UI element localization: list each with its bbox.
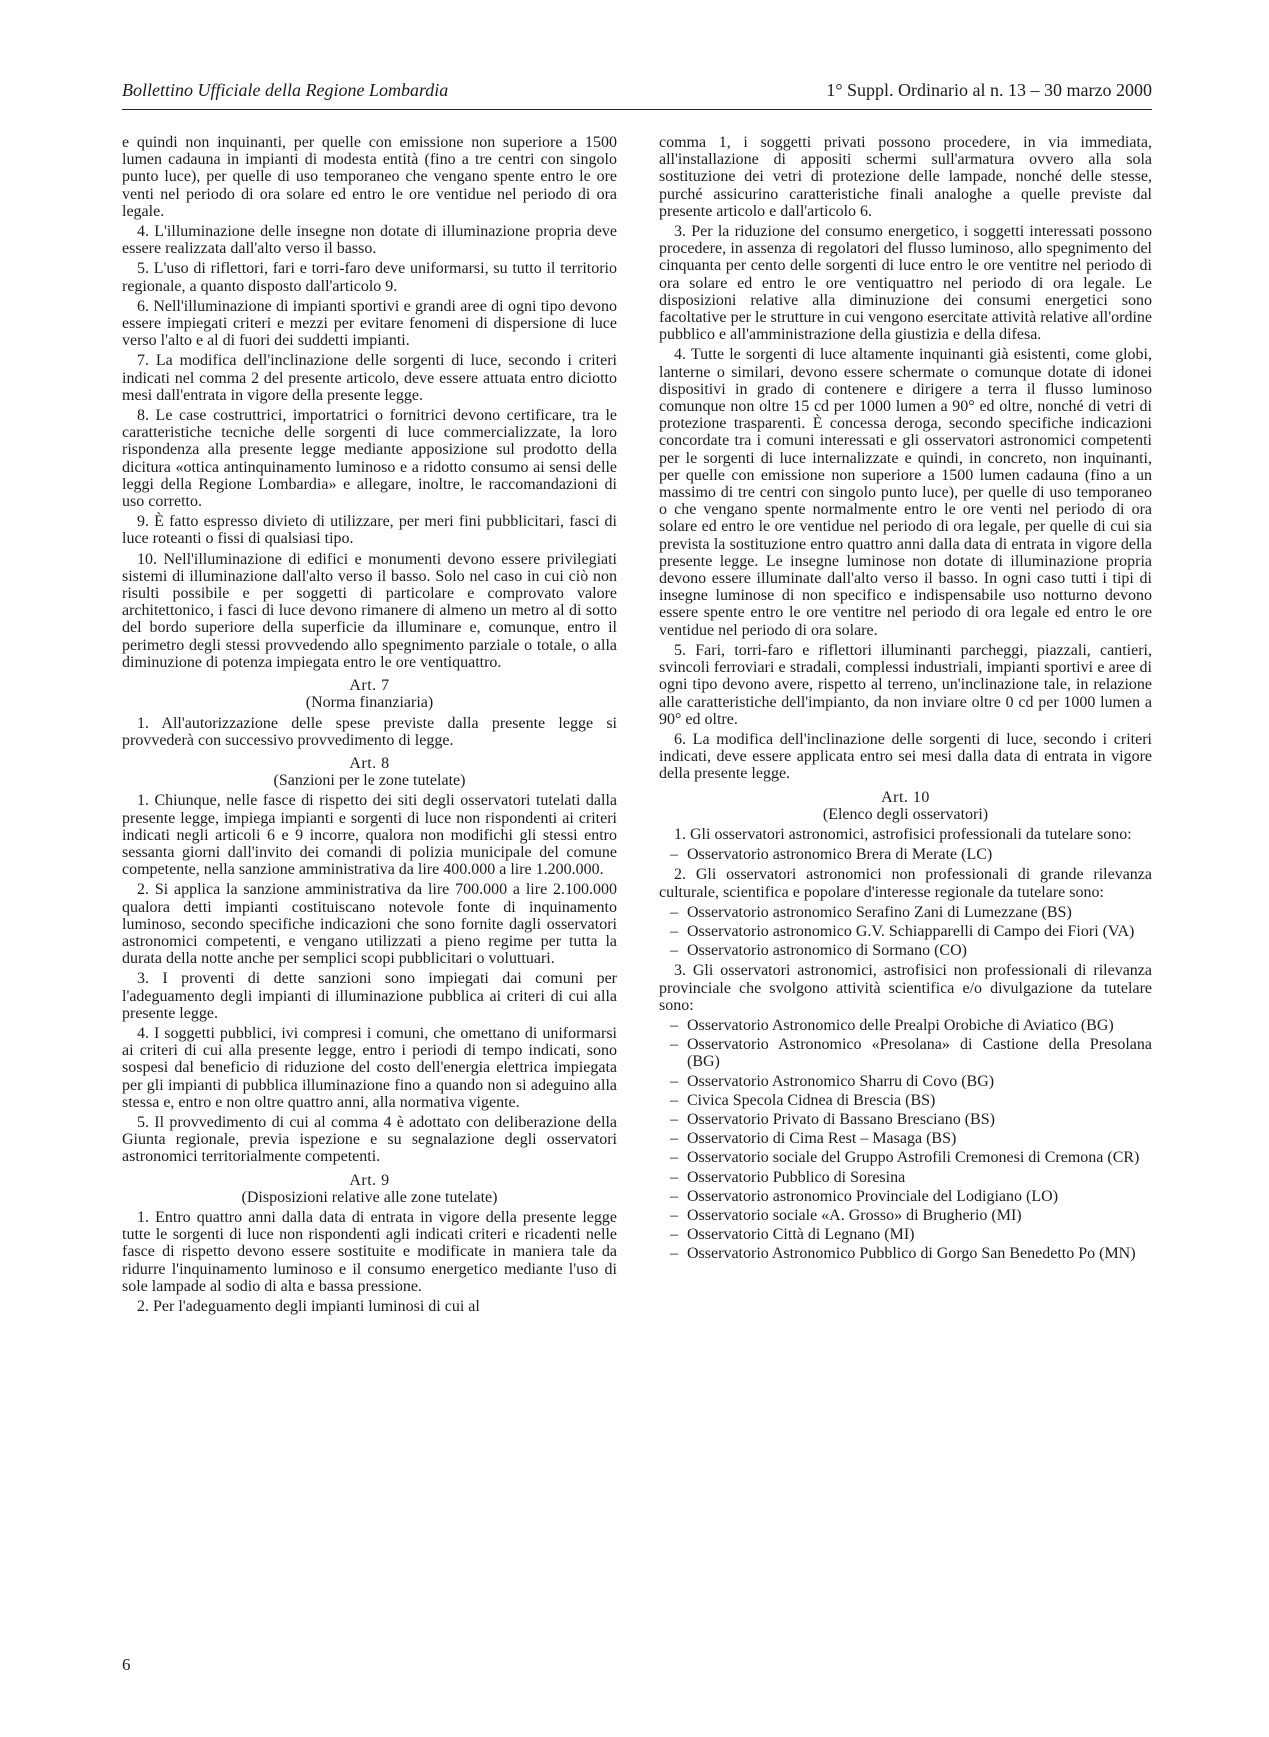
issue-info: 1° Suppl. Ordinario al n. 13 – 30 marzo 2000 [826, 80, 1152, 100]
paragraph: 6. La modifica dell'inclinazione delle sorgenti di luce, secondo i criteri indicati, deve essere applicata entro sei mesi dalla data di entrata in vigore della presente legge. [659, 730, 1152, 783]
paragraph: 2. Per l'adeguamento degli impianti luminosi di cui al [137, 1298, 480, 1315]
paragraph: 8. Le case costruttrici, importatrici o fornitrici devono certificare, tra le caratteristiche tecniche delle sorgenti di luce commercializzate, la loro rispondenza alla presente legge mediante apposizione sul prodotto della dicitura «ottica antinquinamento luminoso e a ridotto consumo ai sensi delle leggi della Regione Lombardia» e allegare, inoltre, le raccomandazioni di uso corretto. [122, 407, 617, 511]
list-item: – Osservatorio Città di Legnano (MI) [659, 1226, 1152, 1243]
paragraph: 4. Tutte le sorgenti di luce altamente inquinanti già esistenti, come globi, lanterne o similari, devono essere schermate o comunque dotate di idonei dispositivi in grado di contenere e dirigere a terra il flusso luminoso comunque non oltre 15 cd per 1000 lumen a 90° ed oltre, nonché di vetri di protezione trasparenti. È concessa deroga, secondo specifiche indicazioni concordate tra i comuni interessati e gli osservatori astronomici competenti per le sorgenti di luce internalizzate e quindi, in concreto, non inquinanti, per quelle con emissione non superiore a 1500 lumen cadauna (fino a un massimo di tre centri con singolo punto luce), per quelle di uso temporaneo o che vengano spente normalmente entro le ore venti nel periodo di ora solare ed entro le ore ventidue nel periodo di ora legale, per quelle di cui sia prevista la sostituzione entro quattro anni dalla data di entrata in vigore della presente legge. Le insegne luminose non dotate di illuminazione propria devono essere illuminate dall'alto verso il basso. In ogni caso tutti i tipi di insegne luminose di non specifico e indispensabile uso notturno devono essere spente entro le ore ventitre nel periodo di ora legale ed entro le ore ventidue nel periodo di ora solare. [659, 346, 1152, 639]
paragraph: 6. Nell'illuminazione di impianti sportivi e grandi aree di ogni tipo devono essere impiegati criteri e mezzi per evitare fenomeni di dispersione di luce verso l'alto e al di fuori dei suddetti impianti. [122, 297, 617, 350]
paragraph: 2. Si applica la sanzione amministrativa da lire 700.000 a lire 2.100.000 qualora detti impianti costituiscano notevole fonte di inquinamento luminoso, secondo specifiche indicazioni che sono fornite dagli osservatori astronomici competenti, e vengano utilizzati a pieno regime per tutta la durata della notte anche per semplici scopi pubblicitari o voluttuari. [122, 881, 617, 968]
list-item: – Osservatorio Astronomico Sharru di Covo (BG) [659, 1073, 1152, 1090]
article-subtitle: (Sanzioni per le zone tutelate) [273, 772, 466, 790]
article-heading: Art. 9 [349, 1171, 390, 1189]
observatory-list-provincial [659, 1017, 1152, 1263]
list-item: – Osservatorio Astronomico delle Prealpi Orobiche di Aviatico (BG) [659, 1017, 1152, 1034]
list-item: – Osservatorio astronomico di Sormano (CO) [659, 942, 1152, 959]
list-item: – Osservatorio Astronomico Pubblico di Gorgo San Benedetto Po (MN) [659, 1245, 1152, 1262]
article-heading: Art. 10 [881, 788, 930, 806]
paragraph: 4. I soggetti pubblici, ivi compresi i comuni, che omettano di uniformarsi ai criteri di cui alla presente legge, entro i periodi di tempo indicati, sono sospesi dal beneficio di riduzione del costo dell'energia elettrica impiegata per gli impianti di pubblica illuminazione fino a quando non si adeguino alla stessa e, entro e non oltre quattro anni, alla normativa vigente. [122, 1024, 617, 1111]
list-item: – Osservatorio sociale del Gruppo Astrofili Cremonesi di Cremona (CR) [659, 1149, 1152, 1166]
page-number: 6 [122, 1655, 131, 1674]
paragraph: 4. L'illuminazione delle insegne non dotate di illuminazione propria deve essere realizzata dall'alto verso il basso. [122, 223, 617, 258]
paragraph: 5. Fari, torri-faro e riflettori illuminanti parcheggi, piazzali, cantieri, svincoli ferroviari e stradali, complessi industriali, impianti sportivi e aree di ogni tipo devono avere, rispetto al terreno, un'inclinazione tale, in relazione alle caratteristiche dell'impianto, da non inviare oltre 0 cd per 1000 lumen a 90° ed oltre. [659, 641, 1152, 728]
article-heading: Art. 8 [349, 754, 390, 772]
list-item: – Osservatorio Pubblico di Soresina [659, 1169, 1152, 1186]
paragraph: comma 1, i soggetti privati possono procedere, in via immediata, all'installazione di appositi schermi sull'armatura ovvero alla sola sostituzione dei vetri di protezione delle lampade, nonché delle stesse, purché assicurino caratteristiche finali analoghe a quelle previste dal presente articolo e dall'articolo 6. [659, 134, 1152, 220]
list-item: – Osservatorio astronomico Provinciale del Lodigiano (LO) [659, 1188, 1152, 1205]
article-heading: Art. 7 [349, 677, 390, 695]
paragraph: 10. Nell'illuminazione di edifici e monumenti devono essere privilegiati sistemi di illuminazione dall'alto verso il basso. Solo nel caso in cui ciò non risulti possibile e per soggetti di particolare e comprovato valore architettonico, i fasci di luce devono rimanere di almeno un metro al di sotto del bordo superiore della superficie da illuminare e, comunque, entro il perimetro degli stessi provvedendo allo spegnimento parziale o totale, o alla diminuzione di potenza impiegata entro le ore ventiquattro. [122, 550, 617, 671]
paragraph: 5. L'uso di riflettori, fari e torri-faro deve uniformarsi, su tutto il territorio regionale, a quanto disposto dall'articolo 9. [122, 260, 617, 295]
publication-title: Bollettino Ufficiale della Regione Lombardia [122, 80, 449, 100]
paragraph: 3. Per la riduzione del consumo energetico, i soggetti interessati possono procedere, in assenza di regolatori del flusso luminoso, allo spegnimento del cinquanta per cento delle sorgenti di luce entro le ore ventitre nel periodo di ora solare ed entro le ore ventiquattro nel periodo di ora legale. Le disposizioni relative alla diminuzione dei consumi energetici sono facoltative per le strutture in cui vengono esercitate attività relative all'ordine pubblico e all'amministrazione della giustizia e della difesa. [659, 223, 1152, 344]
list-item: – Osservatorio Privato di Bassano Bresciano (BS) [659, 1111, 1152, 1128]
paragraph: 1. Entro quattro anni dalla data di entrata in vigore della presente legge tutte le sorgenti di luce non rispondenti agli indicati criteri e ricadenti nelle fasce di rispetto devono essere sostituite e modificate in maniera tale da ridurre l'inquinamento luminoso e il consumo energetico mediante l'uso di sole lampade al sodio di alta e bassa pressione. [122, 1208, 617, 1295]
article-subtitle: (Disposizioni relative alle zone tutelate) [241, 1188, 498, 1206]
list-item: – Civica Specola Cidnea di Brescia (BS) [659, 1092, 1152, 1109]
list-item: – Osservatorio Astronomico «Presolana» di Castione della Presolana (BG) [659, 1036, 1152, 1070]
paragraph: 3. Gli osservatori astronomici, astrofisici non professionali di rilevanza provinciale che svolgono attività scientifica e/o divulgazione da tutelare sono: [659, 962, 1152, 1014]
paragraph: 5. Il provvedimento di cui al comma 4 è adottato con deliberazione della Giunta regionale, previa ispezione e su segnalazione degli osservatori astronomici territorialmente competenti. [122, 1113, 617, 1166]
paragraph: 7. La modifica dell'inclinazione delle sorgenti di luce, secondo i criteri indicati nel comma 2 del presente articolo, deve essere attuata entro diciotto mesi dall'entrata in vigore della presente legge. [122, 352, 617, 404]
paragraph: 1. All'autorizzazione delle spese previste dalla presente legge si provvederà con successivo provvedimento di legge. [122, 714, 617, 749]
left-column [122, 134, 617, 1318]
paragraph: 2. Gli osservatori astronomici non professionali di grande rilevanza culturale, scientifica e popolare d'interesse regionale da tutelare sono: [659, 866, 1152, 901]
list-item: – Osservatorio astronomico Serafino Zani di Lumezzane (BS) [659, 904, 1152, 921]
list-item: – Osservatorio astronomico Brera di Merate (LC) [659, 846, 1152, 863]
header-divider [122, 109, 1152, 110]
list-item: – Osservatorio di Cima Rest – Masaga (BS) [659, 1130, 1152, 1147]
article-subtitle: (Norma finanziaria) [305, 694, 434, 712]
paragraph: 9. È fatto espresso divieto di utilizzare, per meri fini pubblicitari, fasci di luce roteanti o fissi di qualsiasi tipo. [122, 513, 617, 548]
article-subtitle: (Elenco degli osservatori) [822, 805, 989, 823]
running-header [122, 80, 1152, 104]
observatory-list-regional [659, 904, 1152, 960]
observatory-list-professional [659, 846, 1152, 863]
paragraph: 3. I proventi di dette sanzioni sono impiegati dai comuni per l'adeguamento degli impianti di illuminazione pubblica ai criteri di cui alla presente legge. [122, 970, 617, 1022]
list-item: – Osservatorio sociale «A. Grosso» di Brugherio (MI) [659, 1207, 1152, 1224]
right-column [659, 134, 1152, 1266]
paragraph: 1. Gli osservatori astronomici, astrofisici professionali da tutelare sono: [674, 825, 1132, 843]
paragraph: 1. Chiunque, nelle fasce di rispetto dei siti degli osservatori tutelati dalla presente legge, impiega impianti e sorgenti di luce non rispondenti ai criteri indicati negli articoli 6 e 9 incorre, qualora non modifichi gli stessi entro sessanta giorni dall'invito dei comandi di polizia municipale del comune competente, nella sanzione amministrativa da lire 400.000 a lire 1.200.000. [122, 792, 617, 879]
paragraph: e quindi non inquinanti, per quelle con emissione non superiore a 1500 lumen cadauna in impianti di modesta entità (fino a tre centri con singolo punto luce), per quelle di uso temporaneo che vengano spente entro le ore venti nel periodo di ora solare ed entro le ore ventidue nel periodo di ora legale. [122, 134, 617, 220]
list-item: – Osservatorio astronomico G.V. Schiapparelli di Campo dei Fiori (VA) [659, 923, 1152, 940]
